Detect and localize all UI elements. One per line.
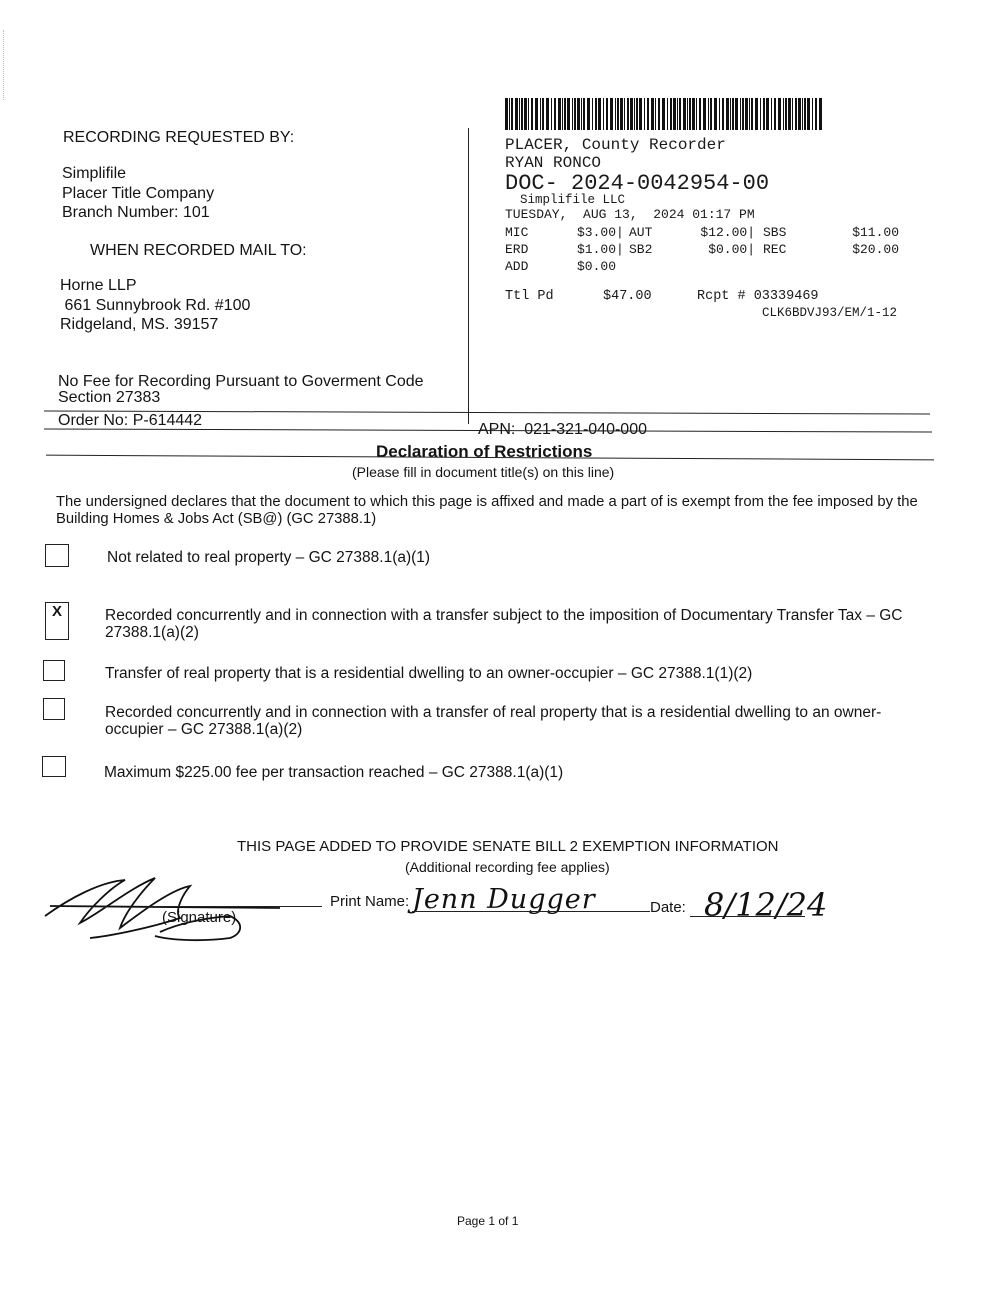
barcode-bar <box>595 98 597 130</box>
requester-line-2: Placer Title Company <box>62 185 215 202</box>
barcode-bar <box>804 98 806 130</box>
scan-artifact <box>3 30 5 100</box>
fee-code: ADD <box>505 259 529 274</box>
barcode-bar <box>524 98 527 130</box>
option-label-5 <box>104 764 924 781</box>
print-name-line <box>412 911 650 912</box>
barcode-bar <box>751 98 753 130</box>
barcode-bar <box>542 98 544 130</box>
option-checkbox-5[interactable] <box>42 756 66 777</box>
declaration-line-1: The undersigned declares that the document to which this page is affixed and made a part of is exempt from the fee imposed by the <box>56 494 918 510</box>
header-divider-vertical <box>468 128 469 424</box>
barcode-bar <box>644 98 645 130</box>
fee-row <box>505 258 899 275</box>
barcode-bar <box>620 98 623 130</box>
barcode-bar <box>598 98 601 130</box>
mail-to-line-1: Horne LLP <box>60 277 137 294</box>
barcode-bar <box>583 98 585 130</box>
barcode-bar <box>509 98 510 130</box>
barcode-bar <box>658 98 660 130</box>
fee-amount: $0.00| <box>708 242 755 257</box>
total-paid-label: Ttl Pd <box>505 289 554 304</box>
barcode-bar <box>558 98 561 130</box>
barcode-bar <box>689 98 691 130</box>
barcode-bar <box>531 98 533 130</box>
barcode-bar <box>564 98 566 130</box>
barcode-bar <box>730 98 731 130</box>
barcode-bar <box>630 98 633 130</box>
barcode-bar <box>505 98 508 130</box>
barcode-bar <box>745 98 748 130</box>
barcode-bar <box>535 98 538 130</box>
barcode-bar <box>521 98 523 130</box>
declaration-line-2: Building Homes & Jobs Act (SB@) (GC 27388.1) <box>56 511 377 527</box>
barcode-bar <box>551 98 552 130</box>
option-text-continued: 27388.1(a)(2) <box>105 624 199 641</box>
option-text: Recorded concurrently and in connection with a transfer subject to the imposition of Documentary Transfer Tax – GC <box>105 607 903 624</box>
barcode-bar <box>798 98 801 130</box>
fee-amount: $12.00| <box>700 225 755 240</box>
option-text: Transfer of real property that is a residential dwelling to an owner-occupier – GC 27388.1(1)(2) <box>105 665 753 682</box>
option-text: Not related to real property – GC 27388.1(a)(1) <box>107 549 431 566</box>
barcode-bar <box>624 98 625 130</box>
fee-row <box>505 224 899 241</box>
barcode-bar <box>771 98 772 130</box>
recording-requested-label: RECORDING REQUESTED BY: <box>63 129 295 146</box>
title-hint: (Please fill in document title(s) on this line) <box>352 464 615 480</box>
barcode-bar <box>783 98 784 130</box>
fee-code: SBS <box>763 225 787 240</box>
barcode-bar <box>655 98 656 130</box>
barcode-bar <box>639 98 642 130</box>
fee-amount: $1.00| <box>577 242 624 257</box>
mail-to-line-3: Ridgeland, MS. 39157 <box>60 316 219 333</box>
option-text: Recorded concurrently and in connection with a transfer of real property that is a residential dwelling to an owner- <box>105 704 882 721</box>
barcode-bar <box>792 98 793 130</box>
barcode-bar <box>519 98 520 130</box>
barcode-bar <box>615 98 616 130</box>
barcode-bar <box>732 98 734 130</box>
barcode-bar <box>807 98 810 130</box>
barcode-bar <box>719 98 720 130</box>
option-checkbox-3[interactable] <box>43 660 65 681</box>
barcode-bar <box>546 98 549 130</box>
signature-scribble <box>30 868 320 948</box>
barcode-bar <box>708 98 709 130</box>
apn-number: APN: 021-321-040-000 <box>478 421 647 438</box>
barcode-bar <box>710 98 712 130</box>
barcode-bar <box>662 98 665 130</box>
signature-line <box>150 906 322 907</box>
option-text-continued: occupier – GC 27388.1(a)(2) <box>105 721 303 738</box>
barcode-bar <box>634 98 635 130</box>
barcode-bar <box>606 98 608 130</box>
fee-code: AUT <box>629 225 653 240</box>
print-name-label: Print Name: <box>330 893 410 910</box>
barcode-bar <box>528 98 529 130</box>
barcode-bar <box>627 98 629 130</box>
barcode-bar <box>742 98 744 130</box>
barcode-bar <box>540 98 541 130</box>
signature-label: (Signature) <box>162 909 237 926</box>
barcode-bar <box>812 98 813 130</box>
barcode-bar <box>581 98 582 130</box>
fee-code: SB2 <box>629 242 653 257</box>
barcode-bar <box>677 98 678 130</box>
barcode-bar <box>735 98 738 130</box>
barcode-bar <box>673 98 676 130</box>
barcode-bar <box>577 98 580 130</box>
clerk-code: CLK6BDVJ93/EM/1-12 <box>762 306 898 320</box>
barcode-bar <box>651 98 654 130</box>
printed-name-handwritten: Jenn Dugger <box>412 884 596 915</box>
receipt-number: Rcpt # 03339469 <box>697 289 819 304</box>
fee-code: MIC <box>505 225 529 240</box>
date-handwritten: 8/12/24 <box>704 886 828 924</box>
barcode-bar <box>699 98 701 130</box>
barcode-bar <box>647 98 649 130</box>
fee-code: REC <box>763 242 787 257</box>
fee-row <box>505 241 899 258</box>
additional-fee-note: (Additional recording fee applies) <box>405 859 610 875</box>
barcode-bar <box>703 98 706 130</box>
senate-bill-notice: THIS PAGE ADDED TO PROVIDE SENATE BILL 2 EXEMPTION INFORMATION <box>237 838 779 855</box>
barcode-bar <box>679 98 681 130</box>
fee-amount: $20.00 <box>852 242 899 257</box>
fee-amount: $3.00| <box>577 225 624 240</box>
barcode-bar <box>726 98 729 130</box>
option-checkbox-1[interactable] <box>45 544 69 567</box>
barcode-bar <box>815 98 817 130</box>
recorder-county: PLACER, County Recorder <box>505 136 726 154</box>
option-label-1 <box>107 549 927 566</box>
barcode-bar <box>610 98 613 130</box>
barcode-bar <box>515 98 518 130</box>
recording-datetime: TUESDAY, AUG 13, 2024 01:17 PM <box>505 207 755 222</box>
option-label-4 <box>105 704 925 738</box>
barcode-bar <box>785 98 787 130</box>
mail-to-label: WHEN RECORDED MAIL TO: <box>90 242 307 259</box>
barcode-bar <box>766 98 769 130</box>
date-label: Date: <box>650 899 686 916</box>
barcode-bar <box>554 98 556 130</box>
requester-line-1: Simplifile <box>62 165 127 182</box>
submitter: Simplifile LLC <box>520 193 626 207</box>
option-checkbox-2[interactable]: X <box>45 602 69 640</box>
barcode-bar <box>617 98 619 130</box>
requester-line-3: Branch Number: 101 <box>62 204 210 221</box>
option-label-2 <box>105 607 925 641</box>
barcode-bar <box>760 98 761 130</box>
option-text: Maximum $225.00 fee per transaction reached – GC 27388.1(a)(1) <box>104 764 564 781</box>
barcode-bar <box>722 98 724 130</box>
barcode-bar <box>574 98 576 130</box>
barcode-bar <box>763 98 765 130</box>
barcode-bar <box>562 98 563 130</box>
barcode-bar <box>567 98 570 130</box>
barcode-bar <box>788 98 791 130</box>
fee-amount: $11.00 <box>852 225 899 240</box>
total-paid-amount: $47.00 <box>603 289 652 304</box>
barcode-bar <box>670 98 672 130</box>
no-fee-notice-line-2: Section 27383 <box>58 389 161 406</box>
barcode-bar <box>592 98 593 130</box>
barcode-bar <box>795 98 797 130</box>
barcode-bar <box>636 98 638 130</box>
order-number: Order No: P-614442 <box>58 412 203 429</box>
option-label-3 <box>105 665 925 682</box>
no-fee-notice-line-1: No Fee for Recording Pursuant to Goverment Code <box>58 373 424 390</box>
barcode-bar <box>667 98 668 130</box>
page-number: Page 1 of 1 <box>457 1214 519 1228</box>
fee-code: ERD <box>505 242 529 257</box>
barcode-bar <box>692 98 695 130</box>
recorder-name: RYAN RONCO <box>505 154 602 172</box>
barcode-bar <box>714 98 717 130</box>
fee-table <box>505 224 899 275</box>
document-title: Declaration of Restrictions <box>376 442 593 461</box>
barcode-bar <box>774 98 776 130</box>
barcode-bar <box>587 98 590 130</box>
document-number: DOC- 2024-0042954-00 <box>505 171 770 196</box>
option-checkbox-4[interactable] <box>43 698 65 720</box>
barcode-bar <box>683 98 686 130</box>
mail-to-line-2: 661 Sunnybrook Rd. #100 <box>60 297 251 314</box>
barcode-bar <box>819 98 822 130</box>
barcode-bar <box>755 98 758 130</box>
barcode <box>505 98 823 130</box>
barcode-bar <box>802 98 803 130</box>
barcode-bar <box>687 98 688 130</box>
barcode-bar <box>749 98 750 130</box>
fee-amount: $0.00 <box>577 259 617 274</box>
barcode-bar <box>511 98 513 130</box>
barcode-bar <box>603 98 604 130</box>
barcode-bar <box>778 98 781 130</box>
barcode-bar <box>740 98 741 130</box>
barcode-bar <box>572 98 573 130</box>
barcode-bar <box>696 98 697 130</box>
date-line <box>690 916 805 917</box>
